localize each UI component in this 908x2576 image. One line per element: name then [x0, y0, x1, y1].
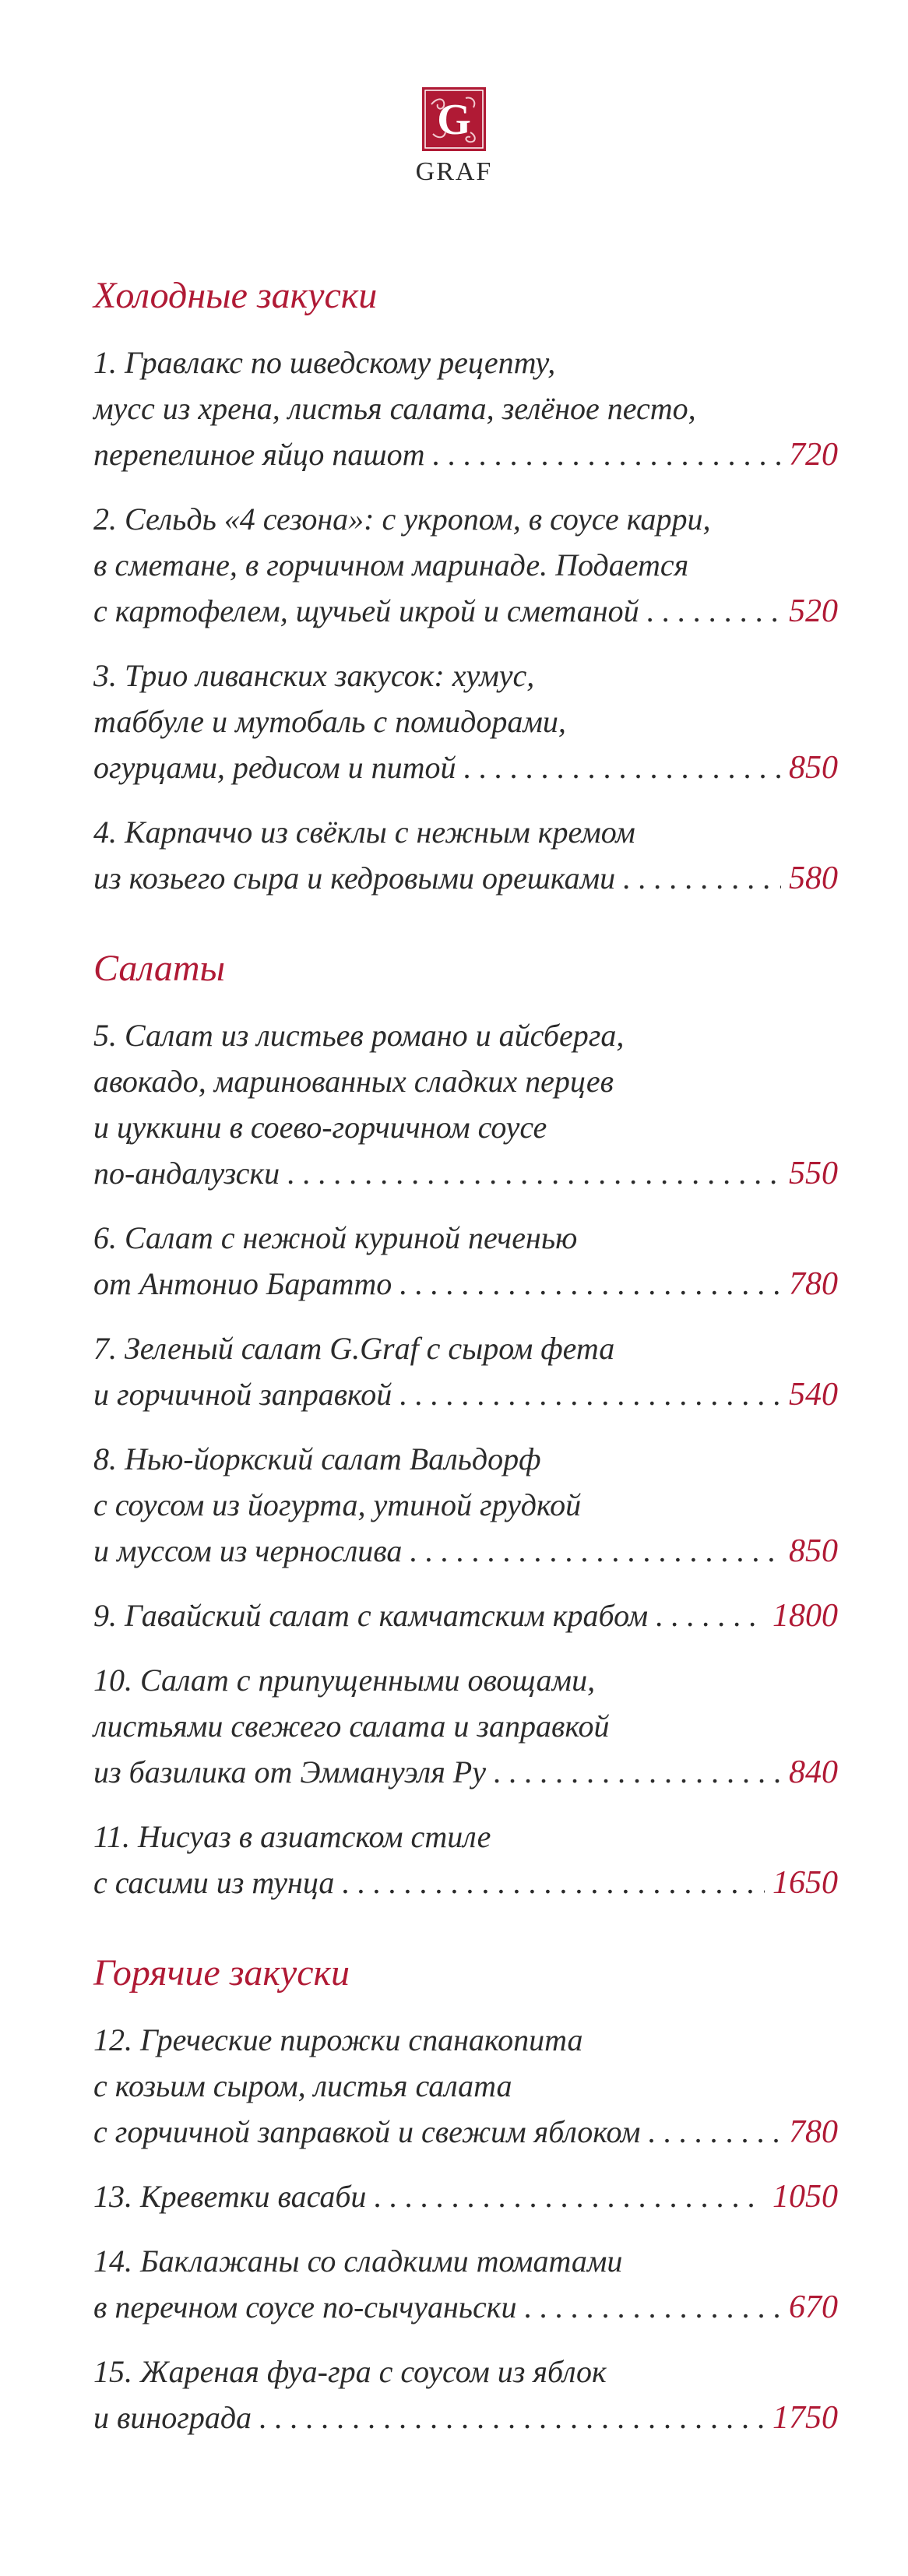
menu-item-description-line: перепелиное яйцо пашот — [93, 437, 425, 472]
menu-item-description-line: 4. Карпаччо из свёклы с нежным кремом — [93, 815, 635, 850]
menu-item-final-line — [93, 1749, 838, 1796]
menu-item-description-line: в перечном соусе по-сычуаньски — [93, 2289, 517, 2324]
dot-leader — [374, 2173, 765, 2219]
menu-item-final-line — [93, 1528, 838, 1575]
menu-item-description-line: мусс из хрена, листья салата, зелёное песто, — [93, 391, 696, 426]
menu-section — [93, 1951, 838, 2441]
menu-item-final-line — [93, 1150, 838, 1197]
dot-leader — [647, 588, 781, 634]
menu-item-price: 850 — [789, 750, 838, 786]
dot-leader — [656, 1592, 765, 1638]
menu-item-price: 550 — [789, 1156, 838, 1191]
menu-item-price: 520 — [789, 593, 838, 629]
menu-item-description-line: и винограда — [93, 2400, 252, 2435]
menu-item-final-line — [93, 744, 838, 791]
menu-item — [93, 2349, 838, 2441]
menu-item-description-line: из базилика от Эммануэля Ру — [93, 1754, 486, 1789]
menu-item-description-line: и горчичной заправкой — [93, 1377, 392, 1412]
dot-leader — [494, 1749, 781, 1795]
dot-leader — [399, 1261, 781, 1307]
menu-item — [93, 496, 838, 635]
menu-item — [93, 1436, 838, 1575]
menu-item — [93, 340, 838, 478]
menu-item-price: 780 — [789, 1266, 838, 1302]
menu-item — [93, 1012, 838, 1197]
menu-item-description-line: и муссом из чернослива — [93, 1533, 403, 1568]
menu-item-description-line: 11. Нисуаз в азиатском стиле — [93, 1819, 491, 1854]
menu-item-price: 720 — [789, 437, 838, 473]
menu-item-description-line: по-андалузски — [93, 1156, 280, 1191]
dot-leader — [464, 744, 782, 790]
menu-item — [93, 1592, 838, 1639]
menu-item-description-line: 7. Зеленый салат G.Graf с сыром фета — [93, 1331, 615, 1366]
menu-item-description-line: с сасими из тунца — [93, 1865, 335, 1900]
dot-leader — [524, 2284, 781, 2330]
menu-item-price: 580 — [789, 860, 838, 896]
menu-item-final-line — [93, 1371, 838, 1418]
menu-item-price: 840 — [789, 1754, 838, 1790]
brand-name: GRAF — [415, 157, 493, 186]
menu-item — [93, 2017, 838, 2155]
menu-item-final-line — [93, 1860, 838, 1906]
menu-item-price: 1650 — [773, 1865, 838, 1901]
menu-item-description-line: с картофелем, щучьей икрой и сметаной — [93, 593, 639, 628]
menu-item-description-line: с горчичной заправкой и свежим яблоком — [93, 2114, 641, 2149]
menu-item-price: 850 — [789, 1533, 838, 1569]
dot-leader — [287, 1150, 781, 1196]
menu-item-description-line: 15. Жареная фуа-гра с соусом из яблок — [93, 2354, 607, 2389]
dot-leader — [410, 1528, 781, 1574]
menu-item-price: 670 — [789, 2289, 838, 2325]
menu-item-description-line: 9. Гавайский салат с камчатским крабом — [93, 1598, 649, 1633]
menu-item-final-line — [93, 2395, 838, 2441]
dot-leader — [648, 2109, 781, 2155]
menu-item-final-line — [93, 2284, 838, 2331]
menu-item-description-line: и цуккини в соево-горчичном соусе — [93, 1110, 547, 1145]
menu-item-final-line — [93, 855, 838, 902]
menu-item-description-line: 5. Салат из листьев романо и айсберга, — [93, 1018, 625, 1053]
menu-item — [93, 809, 838, 902]
menu-item-final-line — [93, 1592, 838, 1639]
section-title: Салаты — [93, 948, 226, 989]
dot-leader — [432, 431, 781, 477]
g-monogram-icon — [422, 87, 486, 151]
menu-item-description-line: 14. Баклажаны со сладкими томатами — [93, 2243, 623, 2279]
menu-item-description-line: 12. Греческие пирожки спанакопита — [93, 2022, 583, 2057]
menu-item-description-line: 10. Салат с припущенными овощами, — [93, 1663, 596, 1698]
menu-item-final-line — [93, 588, 838, 635]
dot-leader — [399, 1371, 781, 1417]
dot-leader — [342, 1860, 765, 1906]
dot-leader — [623, 855, 781, 901]
brand-logo — [410, 87, 498, 187]
menu-item-description-line: 13. Креветки васаби — [93, 2179, 367, 2214]
menu-item-description-line: 8. Нью-йоркский салат Вальдорф — [93, 1441, 541, 1476]
menu-item-description-line: с козьим сыром, листья салата — [93, 2068, 512, 2103]
menu-item-description-line: 6. Салат с нежной куриной печенью — [93, 1220, 578, 1255]
menu-item-final-line — [93, 2173, 838, 2220]
menu-item-price: 1750 — [773, 2400, 838, 2436]
menu-item — [93, 1814, 838, 1906]
menu-item-description-line: авокадо, маринованных сладких перцев — [93, 1064, 614, 1099]
menu-item-description-line: от Антонио Баратто — [93, 1266, 392, 1301]
menu-item-description-line: огурцами, редисом и питой — [93, 750, 456, 785]
menu-item-description-line: с соусом из йогурта, утиной грудкой — [93, 1487, 582, 1522]
menu-item-price: 780 — [789, 2114, 838, 2150]
section-title: Холодные закуски — [93, 275, 378, 316]
menu-item — [93, 653, 838, 791]
menu-item-price: 1800 — [773, 1598, 838, 1634]
menu-item-description-line: в сметане, в горчичном маринаде. Подается — [93, 547, 689, 582]
menu-item-final-line — [93, 2109, 838, 2155]
svg-text:G: G — [437, 96, 471, 144]
menu-item-description-line: из козьего сыра и кедровыми орешками — [93, 860, 616, 896]
menu-item-description-line: листьями свежего салата и заправкой — [93, 1709, 610, 1744]
menu-section — [93, 947, 838, 1906]
dot-leader — [259, 2395, 765, 2441]
menu-item-final-line — [93, 431, 838, 478]
menu-item — [93, 1657, 838, 1796]
menu-item — [93, 1215, 838, 1307]
menu-item — [93, 1325, 838, 1418]
menu-item-price: 540 — [789, 1377, 838, 1413]
section-title: Горячие закуски — [93, 1952, 350, 1994]
menu-item — [93, 2173, 838, 2220]
menu-item-description-line: таббуле и мутобаль с помидорами, — [93, 704, 566, 739]
menu-list — [93, 274, 838, 2486]
menu-section — [93, 274, 838, 902]
menu-item — [93, 2238, 838, 2331]
menu-item-price: 1050 — [773, 2179, 838, 2215]
menu-item-description-line: 1. Гравлакс по шведскому рецепту, — [93, 345, 556, 380]
menu-item-description-line: 3. Трио ливанских закусок: хумус, — [93, 658, 535, 693]
menu-item-final-line — [93, 1261, 838, 1307]
menu-item-description-line: 2. Сельдь «4 сезона»: с укропом, в соусе карри, — [93, 501, 711, 537]
